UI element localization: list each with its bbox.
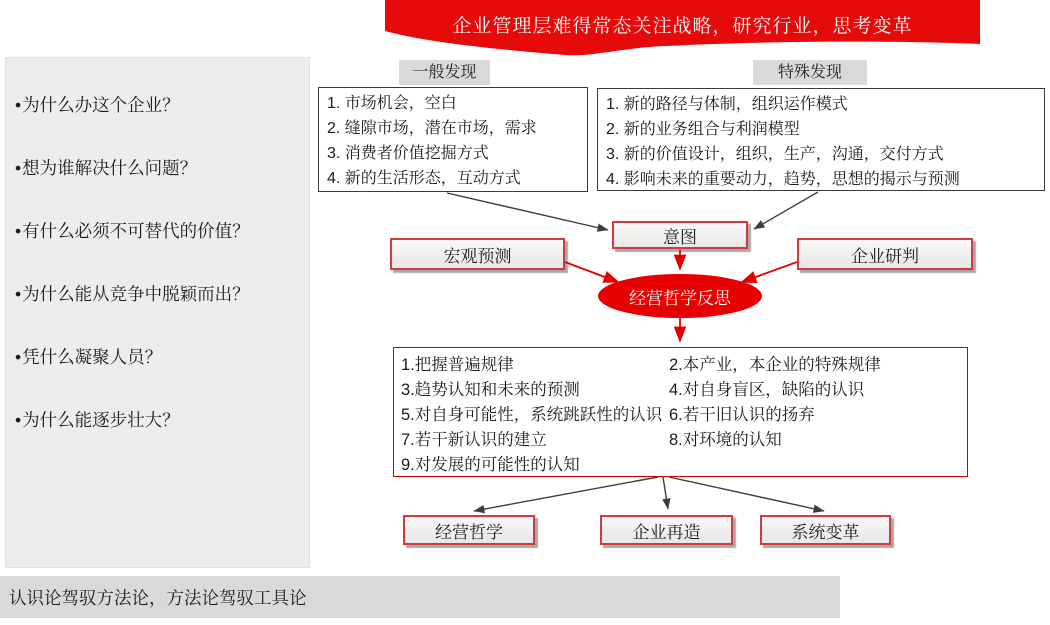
question-text: 有什么必须不可替代的价值？: [22, 221, 250, 241]
list-item: 1. 市场机会，空白: [327, 95, 457, 112]
reflection-ellipse: 经营哲学反思: [598, 274, 762, 318]
cognition-box: [393, 347, 968, 477]
question-text: 凭什么凝聚人员？: [22, 347, 163, 367]
questions-list: [6, 58, 309, 430]
list-item: 3. 消费者价值挖掘方式: [327, 145, 489, 162]
list-item: 4. 新的生活形态，互动方式: [327, 170, 521, 187]
question-item: [15, 348, 301, 367]
arrow-cognition-to-reengineering: [663, 477, 668, 509]
enterprise-judgment-box: 企业研判: [797, 238, 973, 270]
bullet-glyph: •: [15, 158, 22, 178]
question-item: [15, 285, 301, 304]
question-text: 想为谁解决什么问题？: [22, 158, 198, 178]
cognition-item: 6.若干旧认识的扬弃: [669, 406, 815, 424]
cognition-item: 5.对自身可能性，系统跳跃性的认识: [401, 406, 663, 424]
intent-box: 意图: [612, 221, 748, 249]
question-item: [15, 96, 301, 115]
list-item: 2. 新的业务组合与利润模型: [606, 121, 800, 138]
bullet-glyph: •: [15, 95, 22, 115]
bullet-glyph: •: [15, 284, 22, 304]
banner-text: 企业管理层难得常态关注战略，研究行业，思考变革: [452, 16, 913, 37]
footer-bar: [0, 576, 840, 618]
cognition-left-column: [401, 353, 662, 478]
list-item: 3. 新的价值设计，组织，生产，沟通，交付方式: [606, 146, 944, 163]
cognition-item: 9.对发展的可能性的认知: [401, 456, 580, 474]
arrow-cognition-to-philosophy: [474, 477, 658, 511]
question-text: 为什么办这个企业？: [22, 95, 180, 115]
outcome-box-reengineering: 企业再造: [600, 515, 733, 545]
questions-panel: [5, 57, 310, 568]
outcome-box-transformation: 系统变革: [760, 515, 891, 545]
cognition-item: 2.本产业，本企业的特殊规律: [669, 356, 881, 374]
arrow-cognition-to-transformation: [669, 477, 824, 511]
question-text: 为什么能从竞争中脱颖而出？: [22, 284, 250, 304]
cognition-item: 1.把握普遍规律: [401, 356, 514, 374]
list-item: 2. 缝隙市场，潜在市场，需求: [327, 120, 537, 137]
bullet-glyph: •: [15, 221, 22, 241]
arrow-special-to-intent: [754, 192, 818, 229]
arrow-general-to-intent: [447, 193, 608, 230]
general-discovery-label: 一般发现: [399, 60, 490, 85]
cognition-item: 8.对环境的认知: [669, 431, 782, 449]
bullet-glyph: •: [15, 410, 22, 430]
cognition-item: 3.趋势认知和未来的预测: [401, 381, 580, 399]
footer-text: 认识论驾驭方法论，方法论驾驭工具论: [9, 587, 307, 608]
question-item: [15, 159, 301, 178]
special-discovery-box: [597, 88, 1045, 191]
question-text: 为什么能逐步壮大？: [22, 410, 180, 430]
outcome-box-philosophy: 经营哲学: [403, 515, 535, 545]
macro-forecast-box: 宏观预测: [390, 238, 565, 270]
cognition-right-column: [669, 353, 881, 453]
question-item: [15, 411, 301, 430]
cognition-item: 4.对自身盲区，缺陷的认识: [669, 381, 865, 399]
cognition-item: 7.若干新认识的建立: [401, 431, 547, 449]
question-item: [15, 222, 301, 241]
special-discovery-label: 特殊发现: [753, 60, 867, 85]
list-item: 4. 影响未来的重要动力，趋势，思想的揭示与预测: [606, 171, 960, 188]
list-item: 1. 新的路径与体制，组织运作模式: [606, 96, 848, 113]
general-discovery-box: [318, 87, 588, 192]
arrow-macro-to-reflection: [565, 262, 618, 282]
arrow-judgment-to-reflection: [742, 262, 797, 282]
bullet-glyph: •: [15, 347, 22, 367]
